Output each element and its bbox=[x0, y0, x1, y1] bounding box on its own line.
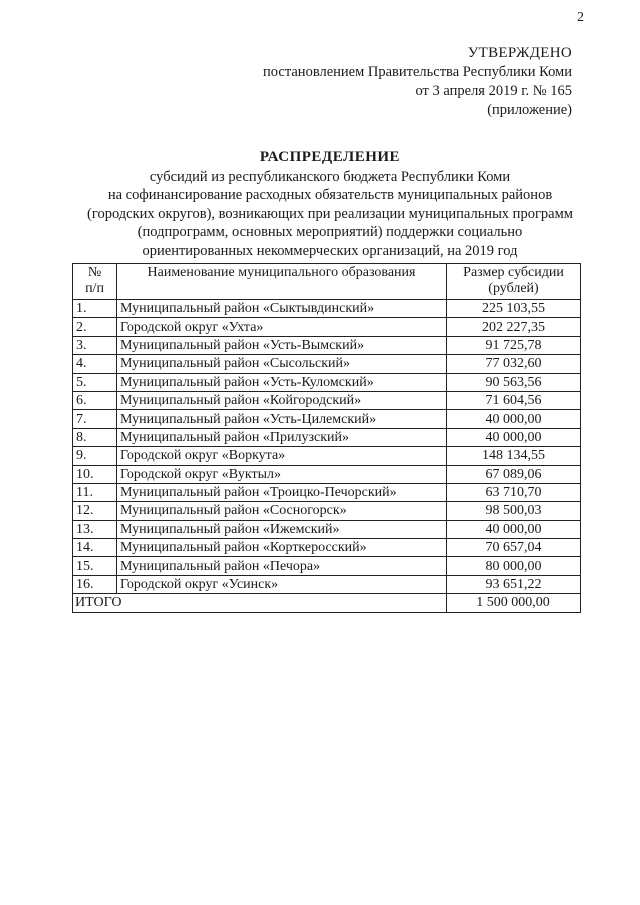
approval-resolution-line: постановлением Правительства Республики Коми bbox=[263, 64, 572, 80]
table-row bbox=[73, 300, 581, 318]
total-row bbox=[73, 594, 581, 612]
row-number: 16. bbox=[73, 575, 117, 593]
row-municipality: Муниципальный район «Сыктывдинский» bbox=[117, 300, 447, 318]
row-amount: 90 563,56 bbox=[447, 373, 581, 391]
row-amount: 98 500,03 bbox=[447, 502, 581, 520]
row-municipality: Городской округ «Вуктыл» bbox=[117, 465, 447, 483]
heading-line-1: субсидий из республиканского бюджета Республики Коми bbox=[149, 168, 511, 185]
total-label: ИТОГО bbox=[73, 594, 447, 612]
page-number: 2 bbox=[577, 10, 584, 25]
row-amount: 40 000,00 bbox=[447, 520, 581, 538]
row-amount: 67 089,06 bbox=[447, 465, 581, 483]
table-row bbox=[73, 502, 581, 520]
table-row bbox=[73, 557, 581, 575]
table-row bbox=[73, 318, 581, 336]
table-row bbox=[73, 355, 581, 373]
approval-block bbox=[263, 44, 572, 120]
row-amount: 80 000,00 bbox=[447, 557, 581, 575]
table-row bbox=[73, 483, 581, 501]
row-municipality: Городской округ «Ухта» bbox=[117, 318, 447, 336]
document-title: РАСПРЕДЕЛЕНИЕ bbox=[259, 149, 401, 165]
table-row bbox=[73, 336, 581, 354]
header-number-abbrev: п/п bbox=[85, 281, 104, 296]
row-amount: 40 000,00 bbox=[447, 410, 581, 428]
row-municipality: Муниципальный район «Печора» bbox=[117, 557, 447, 575]
approval-stamp-title: УТВЕРЖДЕНО bbox=[467, 45, 572, 61]
row-number: 6. bbox=[73, 391, 117, 409]
table-row bbox=[73, 428, 581, 446]
header-number bbox=[73, 264, 117, 300]
row-amount: 225 103,55 bbox=[447, 300, 581, 318]
header-amount-unit: (рублей) bbox=[488, 281, 539, 296]
row-amount: 91 725,78 bbox=[447, 336, 581, 354]
row-number: 12. bbox=[73, 502, 117, 520]
row-amount: 63 710,70 bbox=[447, 483, 581, 501]
row-amount: 40 000,00 bbox=[447, 428, 581, 446]
row-number: 5. bbox=[73, 373, 117, 391]
document-heading bbox=[60, 148, 600, 260]
header-amount-label: Размер субсидии bbox=[463, 265, 564, 280]
row-municipality: Муниципальный район «Койгородский» bbox=[117, 391, 447, 409]
table-header-row bbox=[73, 264, 581, 300]
row-amount: 93 651,22 bbox=[447, 575, 581, 593]
row-municipality: Муниципальный район «Усть-Вымский» bbox=[117, 336, 447, 354]
row-municipality: Муниципальный район «Усть-Куломский» bbox=[117, 373, 447, 391]
row-number: 15. bbox=[73, 557, 117, 575]
row-amount: 71 604,56 bbox=[447, 391, 581, 409]
row-municipality: Муниципальный район «Усть-Цилемский» bbox=[117, 410, 447, 428]
heading-line-4: (подпрограмм, основных мероприятий) поддержки социально bbox=[137, 224, 523, 240]
header-amount bbox=[447, 264, 581, 300]
row-number: 9. bbox=[73, 447, 117, 465]
row-municipality: Городской округ «Усинск» bbox=[117, 575, 447, 593]
row-number: 10. bbox=[73, 465, 117, 483]
heading-line-5: ориентированных некоммерческих организаций, на 2019 год bbox=[142, 242, 518, 259]
row-municipality: Муниципальный район «Ижемский» bbox=[117, 520, 447, 538]
row-number: 1. bbox=[73, 300, 117, 318]
table-row bbox=[73, 447, 581, 465]
row-number: 13. bbox=[73, 520, 117, 538]
row-number: 11. bbox=[73, 483, 117, 501]
header-number-symbol: № bbox=[87, 265, 102, 280]
table-row bbox=[73, 391, 581, 409]
total-amount: 1 500 000,00 bbox=[447, 594, 581, 612]
table-row bbox=[73, 520, 581, 538]
table-row bbox=[73, 410, 581, 428]
row-amount: 148 134,55 bbox=[447, 447, 581, 465]
row-municipality: Муниципальный район «Сысольский» bbox=[117, 355, 447, 373]
row-amount: 77 032,60 bbox=[447, 355, 581, 373]
subsidy-distribution-table bbox=[72, 263, 581, 613]
row-municipality: Муниципальный район «Сосногорск» bbox=[117, 502, 447, 520]
row-number: 3. bbox=[73, 336, 117, 354]
row-municipality: Городской округ «Воркута» bbox=[117, 447, 447, 465]
row-number: 4. bbox=[73, 355, 117, 373]
heading-line-2: на софинансирование расходных обязательств муниципальных районов bbox=[107, 187, 553, 203]
table-row bbox=[73, 539, 581, 557]
row-municipality: Муниципальный район «Троицко-Печорский» bbox=[117, 483, 447, 501]
row-municipality: Муниципальный район «Прилузский» bbox=[117, 428, 447, 446]
approval-appendix-line: (приложение) bbox=[487, 102, 572, 118]
row-amount: 70 657,04 bbox=[447, 539, 581, 557]
row-number: 8. bbox=[73, 428, 117, 446]
approval-date-line: от 3 апреля 2019 г. № 165 bbox=[415, 83, 572, 99]
table-row bbox=[73, 575, 581, 593]
row-amount: 202 227,35 bbox=[447, 318, 581, 336]
row-number: 14. bbox=[73, 539, 117, 557]
row-number: 2. bbox=[73, 318, 117, 336]
row-municipality: Муниципальный район «Корткеросский» bbox=[117, 539, 447, 557]
table-row bbox=[73, 373, 581, 391]
header-municipality: Наименование муниципального образования bbox=[117, 264, 447, 300]
row-number: 7. bbox=[73, 410, 117, 428]
table-row bbox=[73, 465, 581, 483]
heading-line-3: (городских округов), возникающих при реализации муниципальных программ bbox=[87, 205, 573, 222]
